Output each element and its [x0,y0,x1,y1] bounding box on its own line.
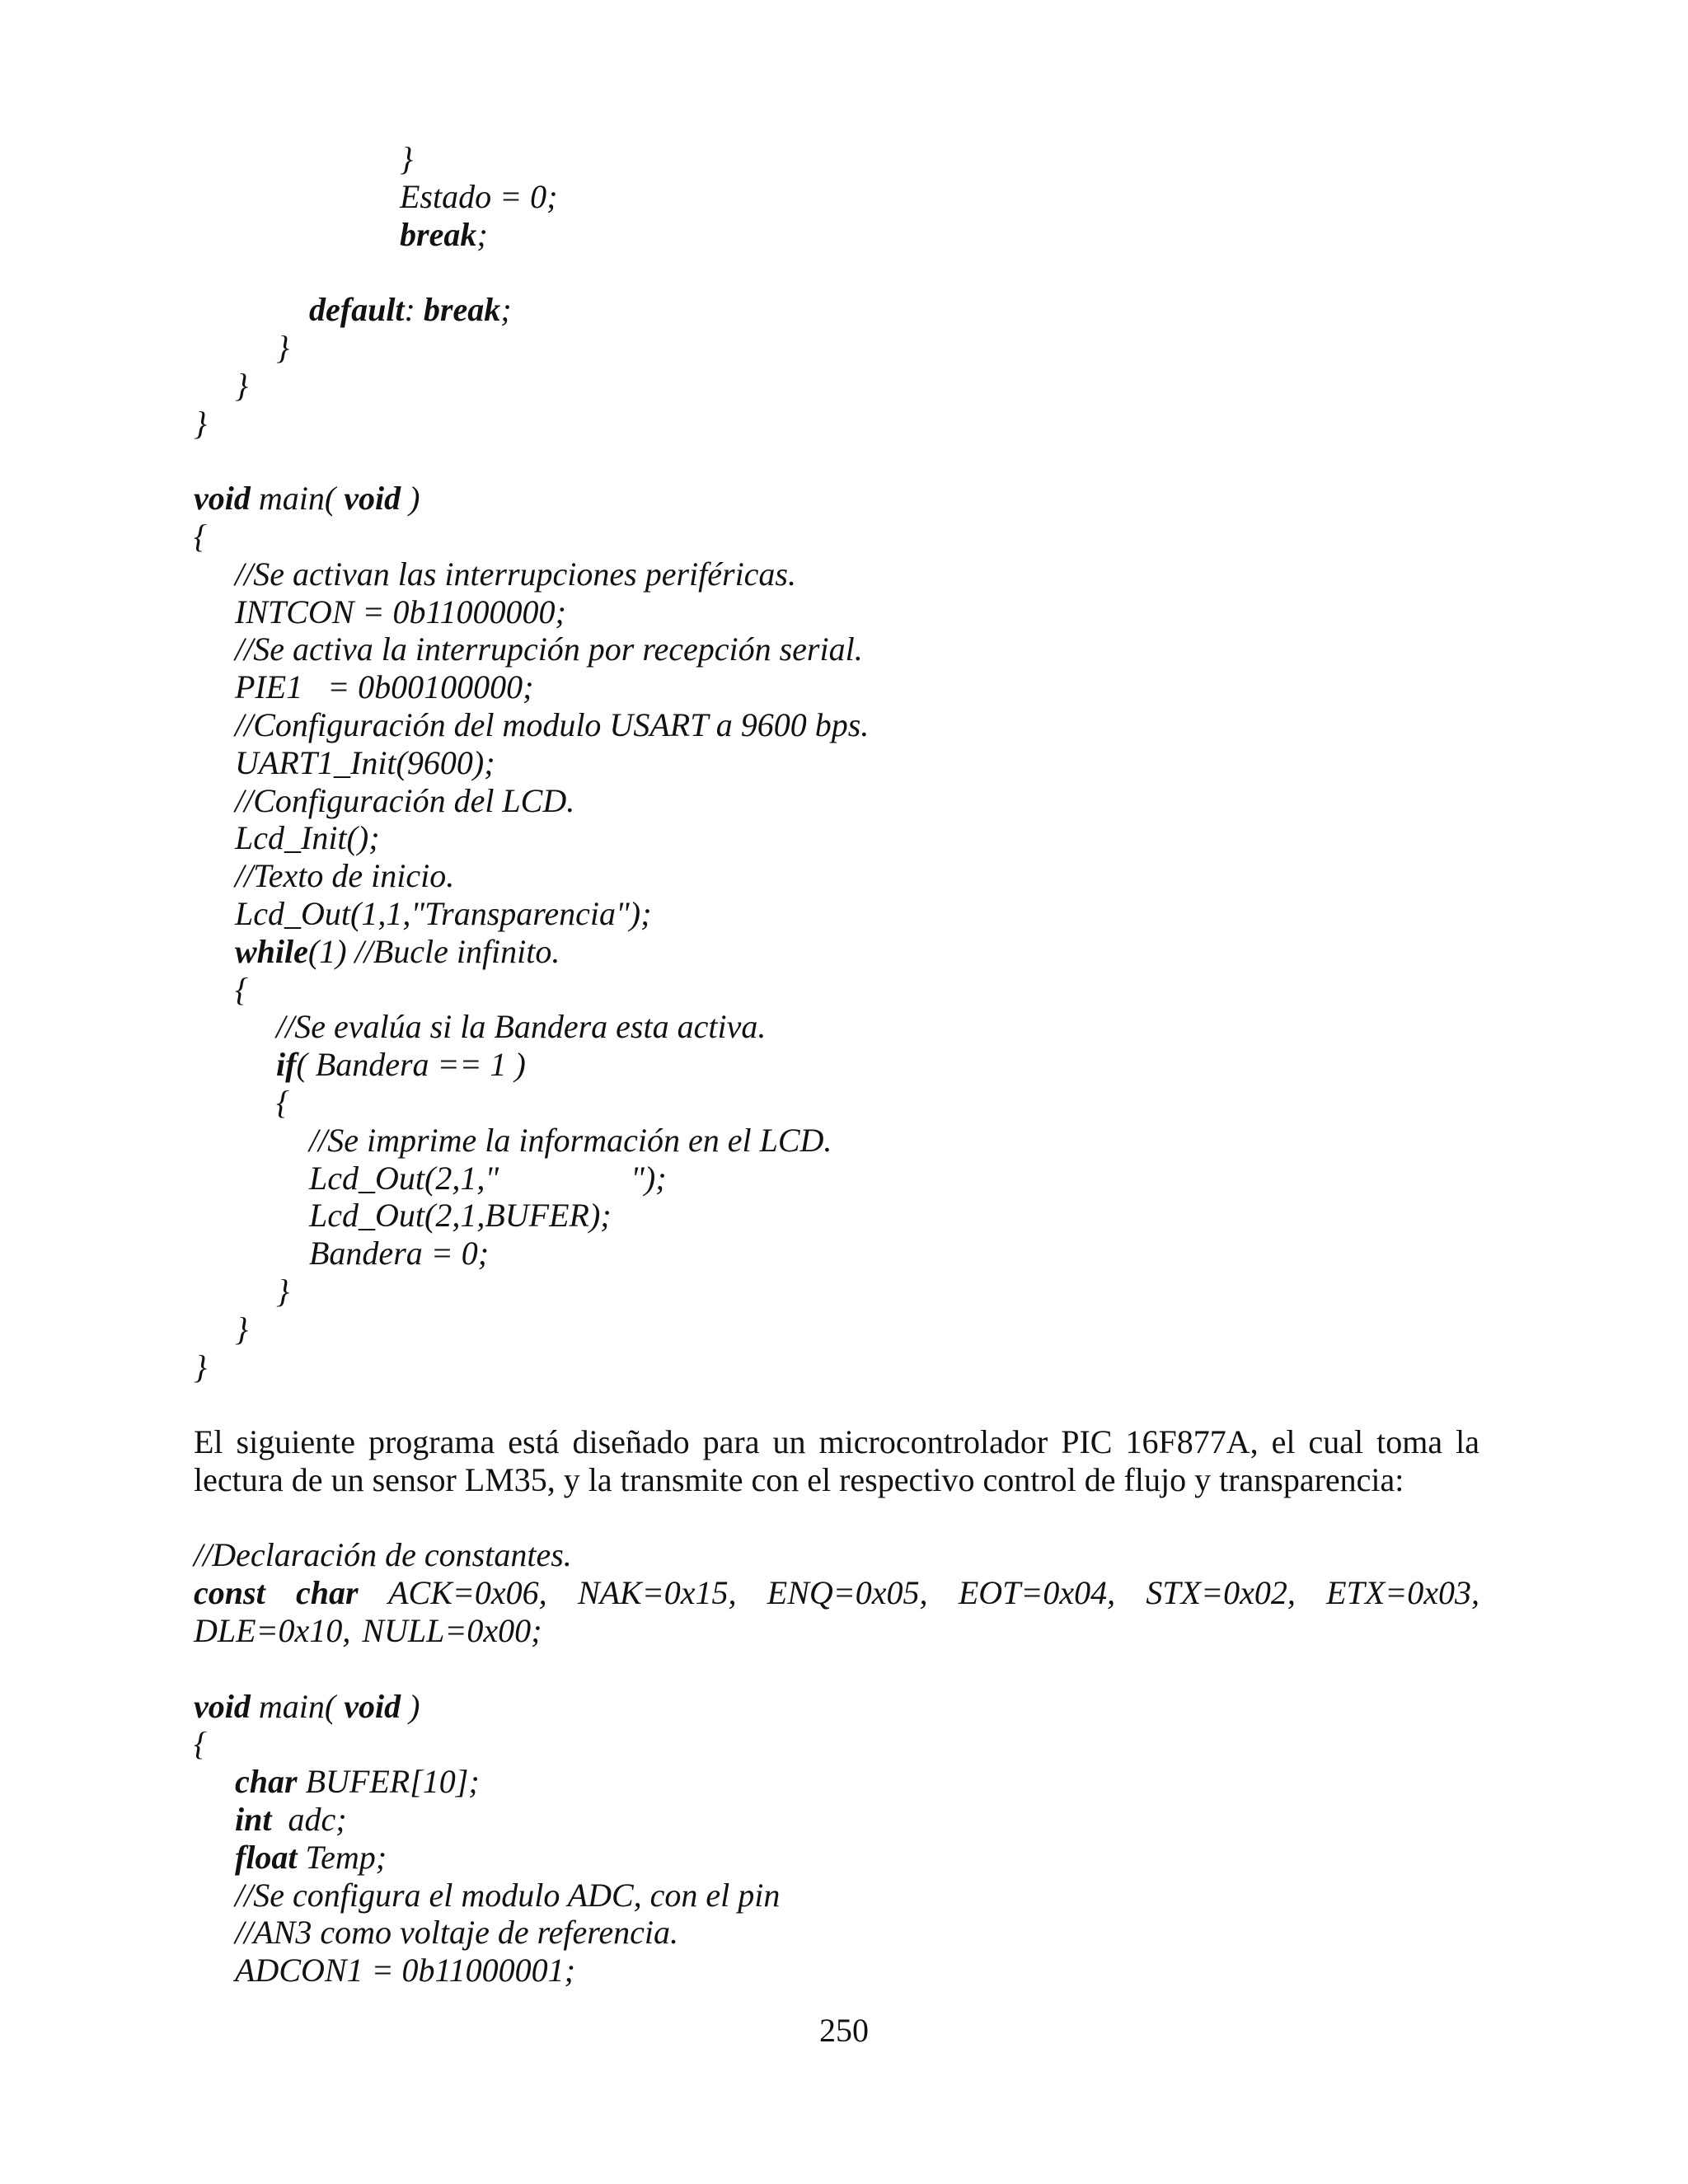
code-line [194,782,1479,820]
code-text: adc; [271,1801,347,1839]
code-text: } [194,404,207,442]
code-line [194,1160,1479,1197]
code-line [194,518,1479,555]
code-line [194,1839,1479,1877]
code-keyword: while [235,932,308,970]
code-line [194,555,1479,593]
code-text: //AN3 como voltaje de referencia. [235,1914,678,1952]
code-line [194,442,1479,480]
code-text: BUFER[10]; [297,1763,480,1801]
code-text: Lcd_Out(1,1,"Transparencia"); [235,894,652,932]
code-block-main-interrupt [194,140,1479,1385]
code-text: { [194,1725,207,1763]
code-line [194,216,1479,254]
code-line [194,1801,1479,1839]
code-text: ( Bandera == 1 ) [296,1046,526,1084]
code-text: //Texto de inicio. [235,857,455,895]
code-line [194,1008,1479,1046]
code-line [194,895,1479,933]
code-text: Temp; [297,1838,387,1876]
code-line [194,480,1479,518]
code-text: main( [250,1687,345,1725]
constants-comment: //Declaración de constantes. [194,1536,572,1574]
page-content [194,140,1479,1990]
code-line [194,329,1479,367]
page-number: 250 [819,2012,869,2049]
code-line [194,367,1479,405]
description-paragraph: El siguiente programa está diseñado para un microcontrolador PIC 16F877A, el cual toma la lectura de un sensor LM35, y la transmite con el respectivo control de flujo y transparencia: [194,1423,1479,1498]
code-line [194,933,1479,971]
code-line [194,1046,1479,1084]
code-text: INTCON = 0b11000000; [235,593,566,630]
code-text: //Se activan las interrupciones periféricas. [235,555,796,593]
code-text: ADCON1 = 0b11000001; [235,1952,575,1990]
code-keyword: void [344,480,401,518]
code-line [194,668,1479,706]
code-text: Lcd_Out(2,1," "); [309,1159,667,1197]
code-line [194,1310,1479,1348]
constants-values: ACK=0x06, NAK=0x15, ENQ=0x05, EOT=0x04, STX=0x02, ETX=0x03, DLE=0x10, NULL=0x00; [194,1574,1480,1650]
code-text: //Se configura el modulo ADC, con el pin [235,1876,781,1914]
code-text: } [400,140,413,177]
code-line [194,1914,1479,1952]
code-line [194,253,1479,291]
code-text: { [276,1083,289,1121]
code-text: Lcd_Init(); [235,819,380,857]
code-keyword: default [309,291,405,329]
code-text: { [194,517,207,555]
code-line [194,744,1479,782]
code-line [194,291,1479,329]
code-text: ; [500,291,512,329]
code-text: Lcd_Out(2,1,BUFER); [309,1197,612,1235]
code-keyword: break [423,291,501,329]
code-line [194,1725,1479,1763]
code-line [194,1952,1479,1990]
code-line [194,857,1479,895]
code-text: } [235,1310,248,1347]
code-text: UART1_Init(9600); [235,743,495,781]
code-line [194,1197,1479,1235]
code-text: ) [401,1687,420,1725]
code-line [194,706,1479,744]
code-text: ) [401,480,420,518]
constants-declaration [194,1574,1479,1650]
code-text: Estado = 0; [400,177,558,215]
code-text: ; [476,215,488,253]
code-line [194,1877,1479,1915]
code-text: } [276,1272,289,1310]
code-text: (1) //Bucle infinito. [307,932,560,970]
code-text: //Se evalúa si la Bandera esta activa. [276,1008,767,1046]
code-text: main( [250,480,345,518]
code-line [194,405,1479,443]
code-text: //Se imprime la información en el LCD. [309,1121,832,1159]
code-keyword: void [344,1687,401,1725]
code-text: } [235,366,248,404]
code-text: //Configuración del modulo USART a 9600 bps. [235,705,870,743]
code-keyword: void [194,480,251,518]
code-keyword: float [235,1838,298,1876]
code-text: Bandera = 0; [309,1235,490,1272]
code-text: //Configuración del LCD. [235,781,575,819]
code-block-adc-main [194,1688,1479,1990]
code-line [194,1272,1479,1310]
code-line [194,819,1479,857]
code-text: } [194,1347,207,1385]
code-line [194,971,1479,1009]
code-text: : [404,291,424,329]
code-text: //Se activa la interrupción por recepción serial. [235,630,863,668]
code-line [194,140,1479,178]
code-keyword: if [276,1046,297,1084]
code-text: } [276,328,289,366]
code-line [194,178,1479,216]
code-keyword: char [235,1763,298,1801]
code-line [194,1235,1479,1272]
code-keyword: void [194,1687,251,1725]
code-line [194,1763,1479,1801]
code-line [194,1348,1479,1386]
code-keyword: break [400,215,477,253]
code-text: PIE1 = 0b00100000; [235,668,534,706]
code-text: { [235,970,248,1008]
code-line [194,593,1479,631]
code-line [194,630,1479,668]
code-keyword: int [235,1801,272,1839]
code-line [194,1688,1479,1726]
code-line [194,1084,1479,1122]
constants-keyword: const char [194,1574,359,1612]
code-line [194,1122,1479,1160]
